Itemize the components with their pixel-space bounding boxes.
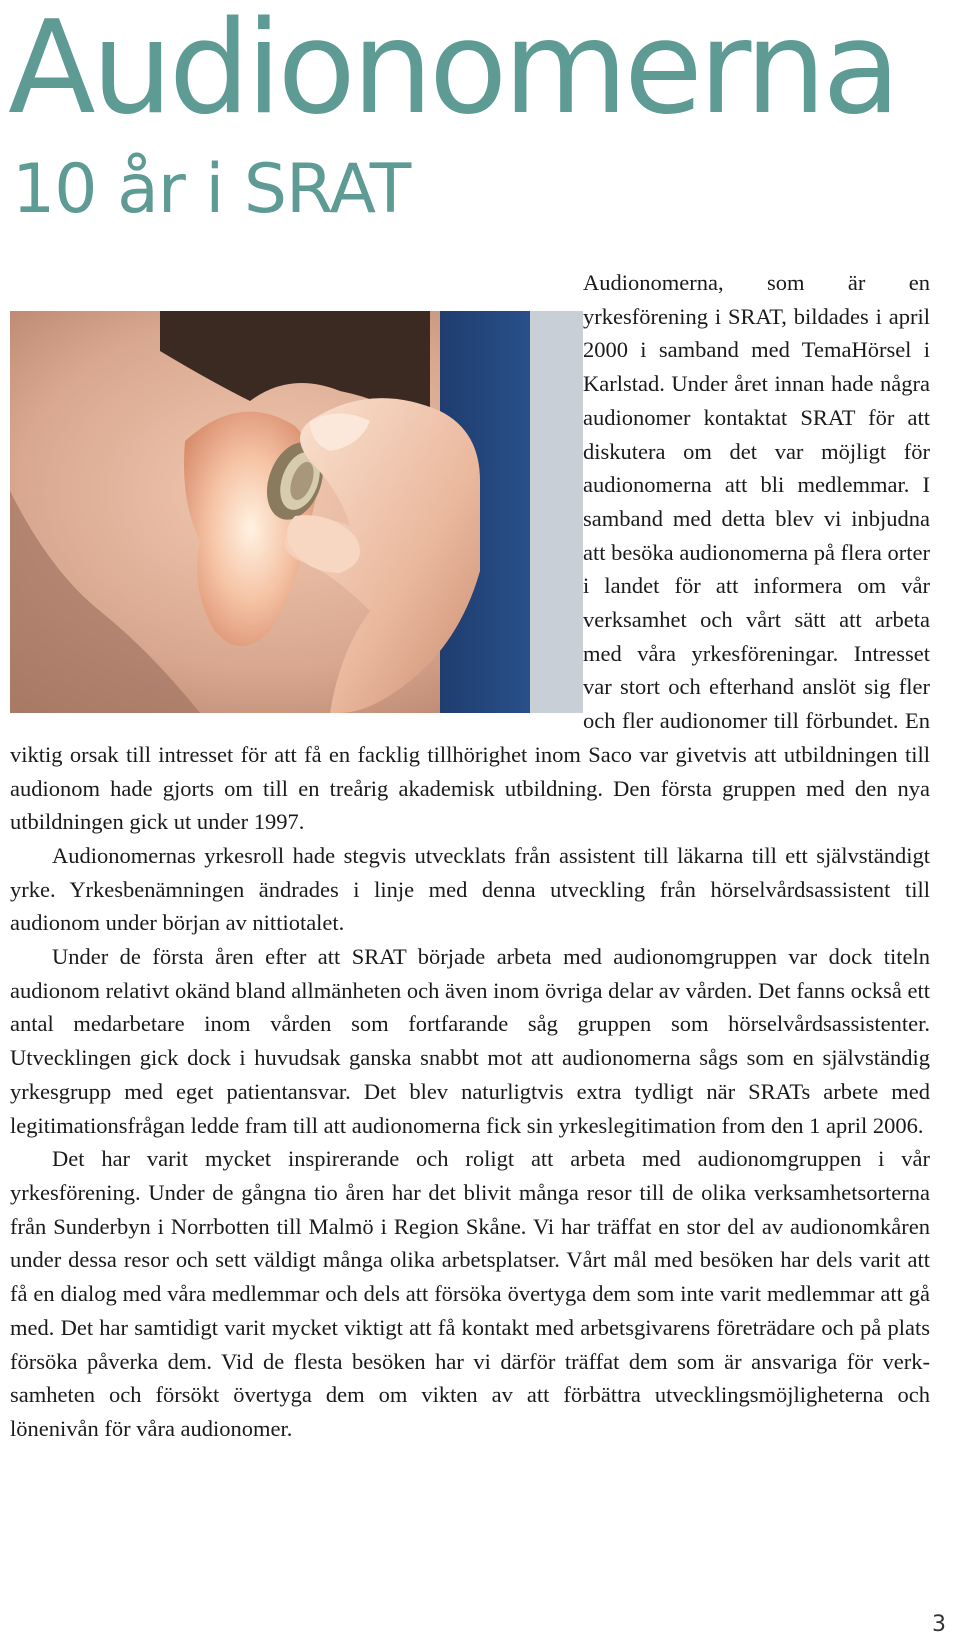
article-subtitle: 10 år i SRAT — [12, 150, 411, 229]
photo-hearing-aid-in-ear — [10, 311, 583, 713]
page-number: 3 — [932, 1612, 946, 1637]
paragraph-1: Audionomerna, som är en yrkesförening i SRAT, bildades i april 2000 i samband med TemaHörsel i Karlstad. Under året innan hade några audionomer kontaktat SRAT för att diskutera om det var möjligt för audionomerna att bli medlemmar. I samband med detta blev vi inbjudna att besöka audionomerna på flera orter i landet för att informera om vår verksamhet och vårt sätt att arbeta med våra yrkesföreningar. Intresset var stort och efterhand anslöt sig fler och fler audionomer till förbundet. En viktig orsak till intresset för att få en facklig tillhörighet inom Saco var givetvis att utbildningen till audionom hade gjorts om till en treårig akademisk utbildning. Den första gruppen med den nya utbildningen gick ut under 1997. — [10, 270, 930, 835]
paragraph-4: Det har varit mycket inspirerande och roligt att arbeta med audionomgruppen i vår yrkesförening. Under de gångna tio åren har det blivit många resor till de olika verksamhetsorterna från Sunderbyn i Norrbotten till Malmö i Region Skåne. Vi har träffat en stor del av audionomkåren under dessa resor och sett väldigt många olika arbetsplatser. Vårt mål med besöken har dels varit att få en dialog med våra medlemmar och dels att försöka övertyga dem som inte varit medlemmar att gå med. Det har samtidigt varit mycket viktigt att få kontakt med arbetsgivarens företrädare och på plats försöka påverka dem. Vid de flesta besöken har vi därför träffat dem som är ansvariga för verksamheten och försökt övertyga dem om vikten av att förbättra utvecklingsmöjligheterna och lönenivån för våra audionomer. — [10, 1146, 930, 1441]
paragraph-2: Audionomernas yrkesroll hade stegvis utvecklats från assistent till läkarna till ett självständigt yrke. Yrkesbenämningen ändrades i linje med denna utveckling från hörselvårdsassistent till audionom under början av nittiotalet. — [10, 842, 930, 936]
paragraph-3: Under de första åren efter att SRAT började arbeta med audionomgruppen var dock titeln audionom relativt okänd bland allmänheten och även inom övriga delar av vården. Det fanns också ett antal medarbetare inom vården som fortfarande såg gruppen som hörselvårdsassistenter. Utvecklingen gick dock i huvudsak ganska snabbt mot att audionomerna sågs som en självständig yrkesgrupp med eget patientansvar. Det blev naturligtvis extra tydligt när SRATs arbete med legitimationsfrågan ledde fram till att audionomerna fick sin yrkeslegitimation from den 1 april 2006. — [10, 944, 930, 1138]
article-body — [10, 266, 930, 1446]
article-title: Audionomerna — [8, 0, 897, 143]
